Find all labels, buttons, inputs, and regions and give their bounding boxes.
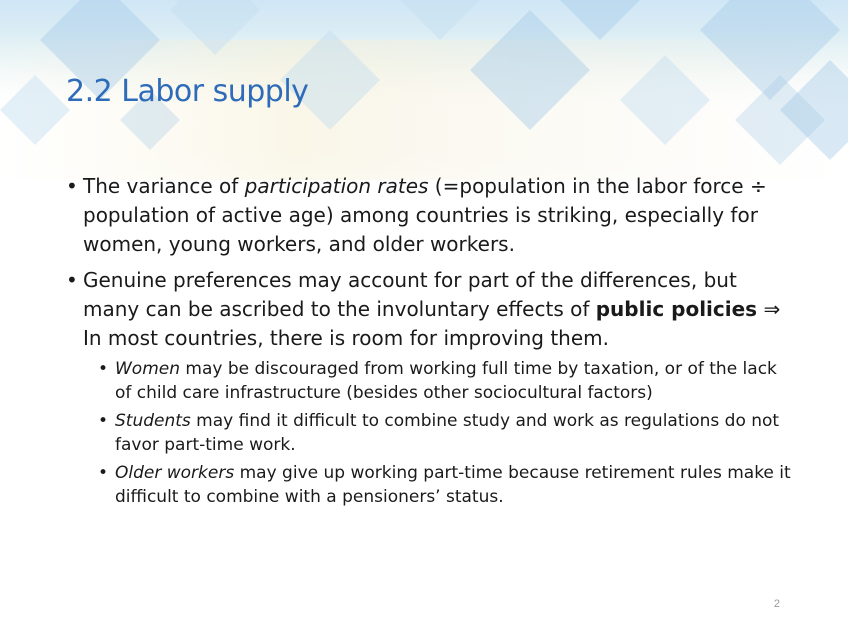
bullet-text-part: (=population in the labor force ÷ population of active age) among countries is striking, especially for women, young workers, and older workers. xyxy=(83,174,767,256)
sub-bullet-emphasis: Women xyxy=(115,359,181,379)
sub-bullet-emphasis: Older workers xyxy=(115,463,235,483)
bullet-text-part: ⇒ In most countries, there is room for improving them. xyxy=(83,297,781,350)
sub-bullet-text: may be discouraged from working full time by taxation, or of the lack of child care infrastructure (besides other sociocultural factors) xyxy=(115,359,777,403)
sub-bullet-list xyxy=(66,357,796,509)
bullet-strong: public policies xyxy=(595,297,758,321)
slide-body xyxy=(66,172,796,509)
bullet-text-part: The variance of xyxy=(83,174,245,198)
sub-bullet-older-workers xyxy=(98,461,796,509)
bullet-dot: • xyxy=(98,411,109,431)
slide-title: 2.2 Labor supply xyxy=(66,74,309,109)
sub-bullet-students xyxy=(98,409,796,457)
bullet-dot: • xyxy=(98,463,109,483)
bullet-participation-rates xyxy=(66,172,796,259)
bullet-genuine-preferences xyxy=(66,266,796,353)
sub-bullet-women xyxy=(98,357,796,405)
bullet-emphasis: participation rates xyxy=(244,174,429,198)
page-number: 2 xyxy=(773,598,780,610)
bullet-dot: • xyxy=(66,268,78,292)
sub-bullet-text: may find it difficult to combine study and work as regulations do not favor part-time work. xyxy=(115,411,780,455)
sub-bullet-emphasis: Students xyxy=(115,411,191,431)
bullet-dot: • xyxy=(98,359,109,379)
bullet-dot: • xyxy=(66,174,78,198)
sub-bullet-text: may give up working part-time because retirement rules make it difficult to combine with a pensioners’ status. xyxy=(115,463,791,507)
bullet-text-part: Genuine preferences may account for part of the differences, but many can be ascribed to the involuntary effects of xyxy=(83,268,737,321)
